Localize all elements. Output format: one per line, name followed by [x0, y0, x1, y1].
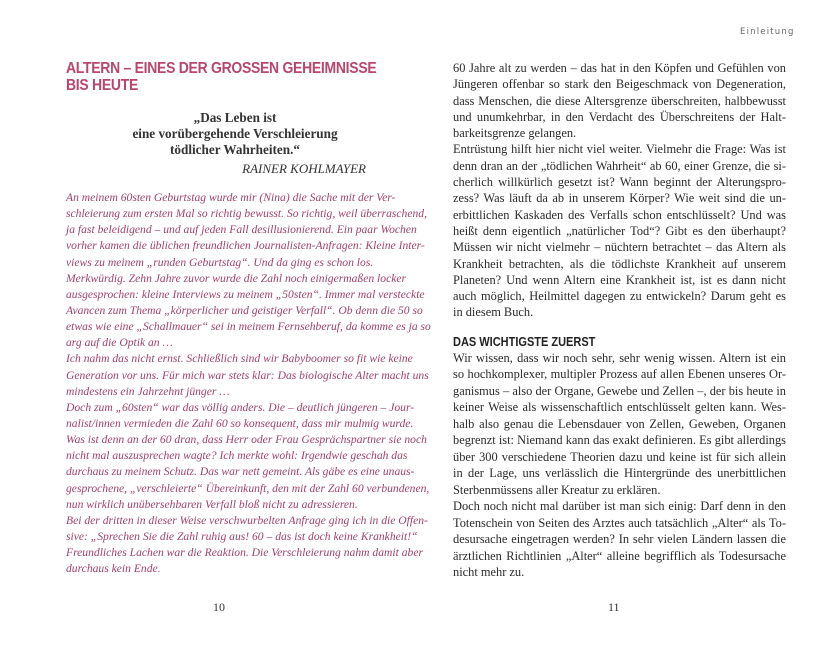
- text-line: gesprochene, „verschleierte“ Übereinkunft, den mit der Zahl 60 verbundenen,: [66, 481, 430, 495]
- running-head: Einleitung: [740, 27, 795, 37]
- paragraph: [453, 498, 786, 581]
- text-line: auch möglich, Heilmittel dagegen zu entwickeln? Darum geht es: [453, 289, 786, 304]
- text-line: begrenzt ist: Niemand kann das exakt definieren. Es gibt allerdings: [453, 433, 786, 448]
- text-line: Ich nahm das nicht ernst. Schließlich sind wir Babyboomer so fit wie keine: [66, 352, 413, 366]
- text-line: und unumkehrbar, in den Verdacht des Überschreitens der Halt-: [453, 109, 786, 124]
- text-line: über 300 verschiedene Theorien dazu und keine ist für sich allein: [453, 449, 786, 464]
- text-line: Was ist denn an der 60 dran, dass Herr oder Frau Gesprächspartner sie noch: [66, 433, 427, 447]
- text-line: An meinem 60sten Geburtstag wurde mir (Nina) die Sache mit der Ver-: [66, 191, 396, 204]
- text-line: Müssen wir nicht vielmehr – nüchtern betrachtet – das Altern als: [453, 240, 786, 255]
- paragraph: [66, 351, 429, 399]
- chapter-title-line: BIS HEUTE: [66, 77, 138, 94]
- text-line: halb also genau die Lebensdauer von Zellen, Geweben, Organen: [453, 416, 786, 431]
- text-line: nalist/innen vermieden die Zahl 60 so konsequent, dass mir mulmig wurde.: [66, 416, 414, 430]
- text-line: sive: „Sprechen Sie die Zahl ruhig aus! 60 – das ist doch keine Krankheit!“: [66, 529, 418, 543]
- body-text: [453, 60, 786, 321]
- text-line: dass Menschen, die diese Altersgrenze überschreiten, halbbewusst: [453, 93, 786, 108]
- text-line: ärztlichen Richtlinien „Alter“ alleine begrifflich als Todesursache: [453, 548, 786, 563]
- paragraph: [66, 190, 427, 271]
- text-line: denn dran an der „tödlichen Wahrheit“ ab 60, einer Grenze, die si-: [453, 158, 786, 173]
- right-page: [453, 60, 786, 581]
- text-line: erbittlichen Kaskaden des Verfalls schon entschlüsselt? Und was: [453, 207, 786, 222]
- epigraph-quote: [66, 110, 376, 158]
- text-line: schleierung zum ersten Mal so richtig bewusst. So richtig, weil überraschend,: [66, 207, 427, 221]
- section-body-text: [453, 350, 786, 581]
- text-line: arg auf die Optik an …: [66, 336, 173, 350]
- text-line: heißt denn eigentlich „natürlicher Tod“? Gibt es den überhaupt?: [453, 223, 786, 238]
- text-line: nun wirklich unübersehbaren Verfall bloß nicht zu adressieren.: [66, 497, 358, 511]
- quote-line: „Das Leben ist: [193, 110, 277, 125]
- text-line: Krankheit betrachten, als die tödlichste Krankheit auf unserem: [453, 256, 786, 271]
- text-line: durchaus kein Ende.: [66, 562, 161, 576]
- page-number-left: 10: [213, 600, 225, 614]
- italic-body-text: [66, 190, 431, 577]
- text-line: nicht mal auszusprechen wagte? Ich merkte wohl: Irgendwie geschah das: [66, 449, 408, 463]
- page-number-right: 11: [608, 600, 620, 614]
- text-line: ja fast beleidigend – und auf jeden Fall desillusionierend. Ein paar Wochen: [66, 223, 417, 237]
- paragraph: [453, 350, 786, 499]
- text-line: mindestens ein Jahrzehnt jünger …: [66, 384, 230, 398]
- text-line: Merkwürdig. Zehn Jahre zuvor wurde die Zahl noch einigermaßen locker: [66, 271, 407, 285]
- paragraph: [453, 141, 786, 320]
- text-line: views zu meinem „runden Geburtstag“. Und da ging es schon los.: [66, 255, 374, 269]
- text-line: nicht mehr zu.: [453, 565, 525, 580]
- paragraph: [453, 60, 786, 141]
- text-line: Entrüstung hilft hier nicht viel weiter. Vielmehr die Frage: Was ist: [453, 142, 786, 157]
- text-line: vorher kamen die üblichen freundlichen Journalisten-Anfragen: Kleine Inter-: [66, 239, 425, 253]
- text-line: desursache eingetragen werden? In sehr vielen Ländern lassen die: [453, 532, 786, 547]
- text-line: zess? Was läuft da ab in unserem Körper? Wie weit sind die un-: [453, 191, 786, 206]
- text-line: ausgesprochen: kleine Interviews zu meinem „50sten“. Immer mal versteckte: [66, 287, 425, 301]
- text-line: 60 Jahre alt zu werden – das hat in den Köpfen und Gefühlen von: [453, 61, 786, 75]
- chapter-title: [66, 60, 390, 94]
- text-line: Avancen zum Thema „körperlicher und geistiger Verfall“. Ob denn die 50 so: [66, 303, 423, 317]
- text-line: barkeitsgrenze gelangen.: [453, 126, 577, 141]
- text-line: so hochkomplexer, multipler Prozess auf allen Ebenen unseres Or-: [453, 367, 786, 382]
- text-line: etwas wie eine „Schallmauer“ sei in meinem Fernsehberuf, da komme es ja so: [66, 320, 431, 334]
- text-line: Planeten? Und wenn Altern eine Krankheit ist, ist es dann nicht: [453, 272, 786, 287]
- text-line: Generation vor uns. Für mich war stets klar: Das biologische Alter macht uns: [66, 368, 429, 382]
- quote-line: tödlicher Wahrheiten.“: [170, 142, 300, 157]
- text-line: Totenschein von Seiten des Arztes auch tatsächlich „Alter“ als To-: [453, 515, 786, 530]
- text-line: Wir wissen, dass wir noch sehr, sehr wenig wissen. Altern ist ein: [453, 350, 786, 365]
- text-line: keiner Weise als wissenschaftlich entschlüsselt gelten kann. Wes-: [453, 400, 786, 415]
- quote-author: RAINER KOHLMAYER: [242, 161, 366, 176]
- text-line: cherlich willkürlich gesetzt ist? Wann beginnt der Alterungspro-: [453, 175, 786, 190]
- text-line: Freundliches Lachen war die Reaktion. Die Verschleierung nahm damit aber: [66, 546, 423, 560]
- text-line: in der Lage, uns verlässlich die Hintergründe des unerbittlichen: [453, 466, 786, 481]
- paragraph: [66, 513, 428, 578]
- paragraph: [66, 271, 431, 352]
- quote-line: eine vorübergehende Verschleierung: [132, 126, 338, 141]
- text-line: Jüngeren offenbar so stark den Beigeschmack von Degeneration,: [453, 77, 786, 92]
- text-line: ganismus – also der Organe, Gewebe und Zellen –, der bis heute in: [453, 383, 786, 398]
- text-line: Sterbenmüssens aller Kreatur zu erklären.: [453, 482, 661, 497]
- text-line: in diesem Buch.: [453, 305, 534, 320]
- section-heading: DAS WICHTIGSTE ZUERST: [453, 334, 596, 349]
- paragraph: [66, 400, 430, 513]
- text-line: durchaus zu meinem Schutz. Das war nett gemeint. Als gäbe es eine unaus-: [66, 465, 415, 479]
- left-page: [66, 60, 431, 576]
- text-line: Bei der dritten in dieser Weise verschwurbelten Anfrage ging ich in die Offen-: [66, 513, 428, 527]
- chapter-title-line: ALTERN – EINES DER GROSSEN GEHEIMNISSE: [66, 60, 377, 77]
- text-line: Doch zum „60sten“ war das völlig anders. Die – deutlich jüngeren – Jour-: [66, 400, 415, 414]
- text-line: Doch noch nicht mal darüber ist man sich einig: Darf denn in den: [453, 499, 786, 514]
